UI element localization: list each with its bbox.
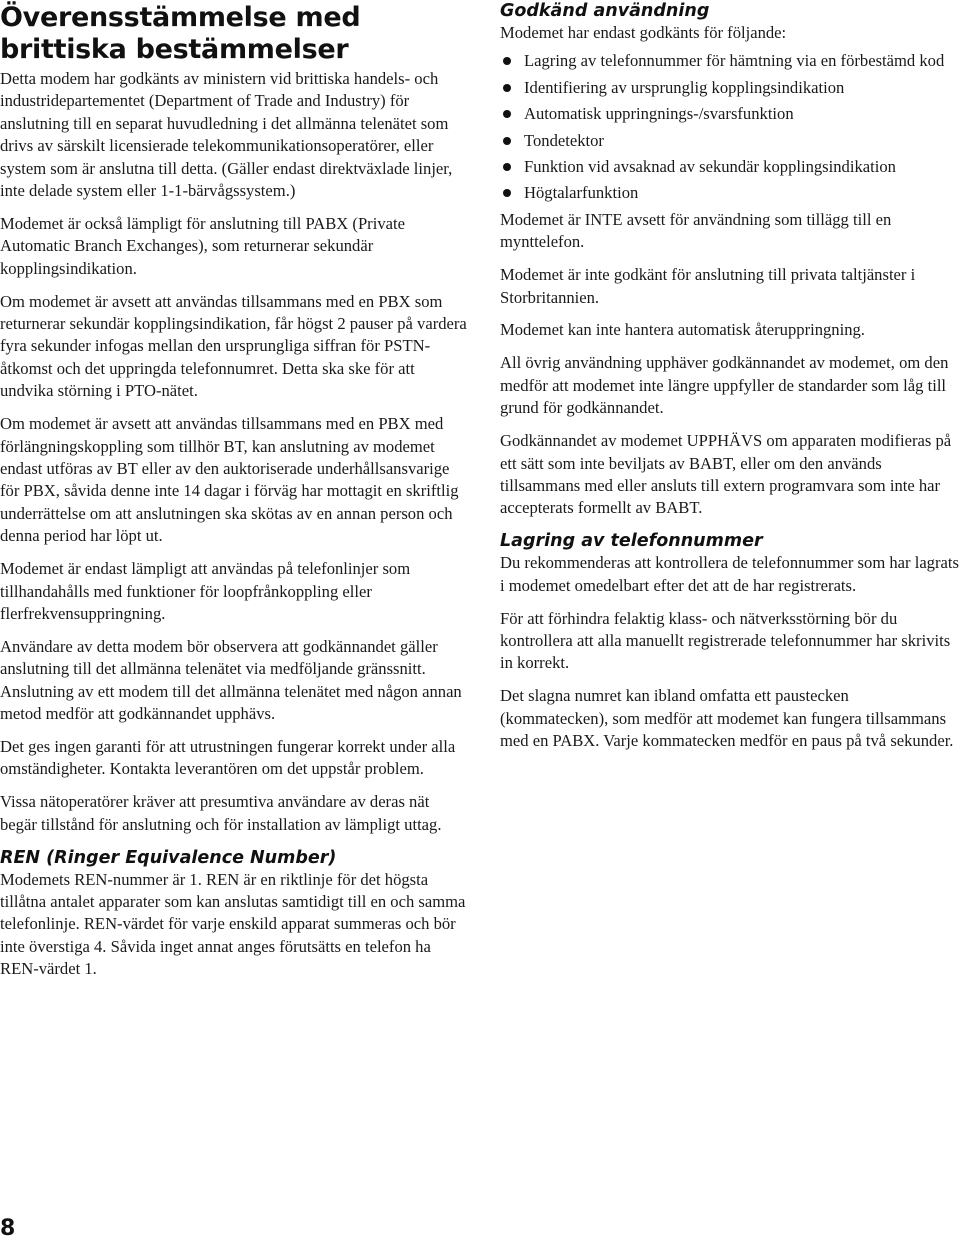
right-column xyxy=(500,0,960,763)
bullet-icon xyxy=(503,110,511,118)
paragraph-bt-extension: Om modemet är avsett att användas tillsammans med en PBX med förlängningskoppling som tillhör BT, kan anslutning av modemet endast utföras av BT eller av den auktoriserade underhållsansvarige för PBX, såvida denne inte 14 dagar i förväg har mottagit en skriftlig underrättelse om att anslutningen ska skötas av en annan person och denna period har löpt ut. xyxy=(0,414,459,546)
paragraph-other-use: All övrig användning upphäver godkännandet av modemet, om den medför att modemet inte längre uppfyller de standarder som låg till grund för godkännandet. xyxy=(500,353,949,418)
paragraph-redial: Modemet kan inte hantera automatisk återuppringning. xyxy=(500,320,865,340)
paragraph-private-services: Modemet är inte godkänt för anslutning till privata taltjänster i Storbritannien. xyxy=(500,265,916,307)
storage-heading: Lagring av telefonnummer xyxy=(500,531,763,552)
paragraph-pabx: Modemet är också lämpligt för anslutning till PABX (Private Automatic Branch Exchanges), som returnerar sekundär kopplingsindikation. xyxy=(0,213,405,278)
bullet-icon xyxy=(503,189,511,197)
list-item: Lagring av telefonnummer för hämtning via en förbestämd kod xyxy=(500,50,960,72)
bullet-icon xyxy=(503,84,511,92)
paragraph-warranty: Det ges ingen garanti för att utrustningen fungerar korrekt under alla omständigheter. Kontakta leverantören om det uppstår problem. xyxy=(0,736,456,779)
paragraph-check-numbers: Du rekommenderas att kontrollera de telefonnummer som har lagrats i modemet omedelbart efter det att de har registrerats. xyxy=(500,553,959,595)
paragraph-babt: Godkännandet av modemet UPPHÄVS om apparaten modifieras på ett sätt som inte beviljats av BABT, eller om den används tillsammans med eller ansluts till extern programvara som inte har accepterats formellt av BABT. xyxy=(500,431,952,518)
paragraph-interface: Användare av detta modem bör observera att godkännandet gäller anslutning till det allmänna telenätet via medföljande gränssnitt. Anslutning av ett modem till det allmänna telenätet med någon annan metod medför att godkännandet upphävs. xyxy=(0,636,462,724)
list-item: Funktion vid avsaknad av sekundär kopplingsindikation xyxy=(500,156,960,178)
left-column xyxy=(0,0,468,991)
paragraph-pbx-pauses: Om modemet är avsett att användas tillsammans med en PBX som returnerar sekundär kopplingsindikation, får högst 2 pauser på vardera fyra sekunder infogas mellan den ursprungliga siffran för PSTN-åtkomst och det uppringda telefonnumret. Detta ska ske för att undvika störning i PTO-nätet. xyxy=(0,291,467,401)
paragraph-prevent-interference: För att förhindra felaktig klass- och nätverksstörning bör du kontrollera att alla manuellt registrerade telefonnummer har skrivits in korrekt. xyxy=(500,608,951,673)
approved-use-heading: Godkänd användning xyxy=(500,1,710,21)
paragraph-operators: Vissa nätoperatörer kräver att presumtiva användare av deras nät begär tillstånd för anslutning och för installation av lämpligt uttag. xyxy=(0,792,442,834)
paragraph-approval: Detta modem har godkänts av ministern vid brittiska handels- och industridepartementet (Department of Trade and Industry) för anslutning till en separat huvudledning i det allmänna telenätet som drivs av särskilt licensierade telekommunikationsoperatörer, eller system som är anslutna till detta. (Gäller endast direktväxlade linjer, inte delade system eller 1-1-bärvågssystem.) xyxy=(0,69,453,201)
paragraph-line-types: Modemet är endast lämpligt att användas på telefonlinjer som tillhandahålls med funktioner för loopfrånkoppling eller flerfrekvensuppringning. xyxy=(0,559,411,623)
bullet-icon xyxy=(503,57,511,65)
page-title: Överensstämmelse med brittiska bestämmelser xyxy=(0,2,361,65)
approved-intro: Modemet har endast godkänts för följande: xyxy=(500,23,787,42)
list-item: Automatisk uppringnings-/svarsfunktion xyxy=(500,103,960,125)
ren-heading: REN (Ringer Equivalence Number) xyxy=(0,847,337,868)
list-item: Tondetektor xyxy=(500,130,960,152)
bullet-icon xyxy=(503,163,511,171)
list-item: Högtalarfunktion xyxy=(500,182,960,204)
paragraph-ren: Modemets REN-nummer är 1. REN är en riktlinje för det högsta tillåtna antalet apparater som kan anslutas samtidigt till en och samma telefonlinje. REN-värdet för varje enskild apparat summeras och bör inte överstiga 4. Såvida inget annat anges förutsätts en telefon ha REN-värdet 1. xyxy=(0,869,466,979)
list-item: Identifiering av ursprunglig kopplingsindikation xyxy=(500,77,960,99)
paragraph-pause-character: Det slagna numret kan ibland omfatta ett paustecken (kommatecken), som medför att modemet kan fungera tillsammans med en PABX. Varje kommatecken medför en paus på två sekunder. xyxy=(500,686,954,751)
page-number: 8 xyxy=(0,1216,16,1241)
paragraph-coin-phone: Modemet är INTE avsett för användning som tillägg till en mynttelefon. xyxy=(500,209,892,252)
approved-list xyxy=(500,50,960,204)
bullet-icon xyxy=(503,137,511,145)
